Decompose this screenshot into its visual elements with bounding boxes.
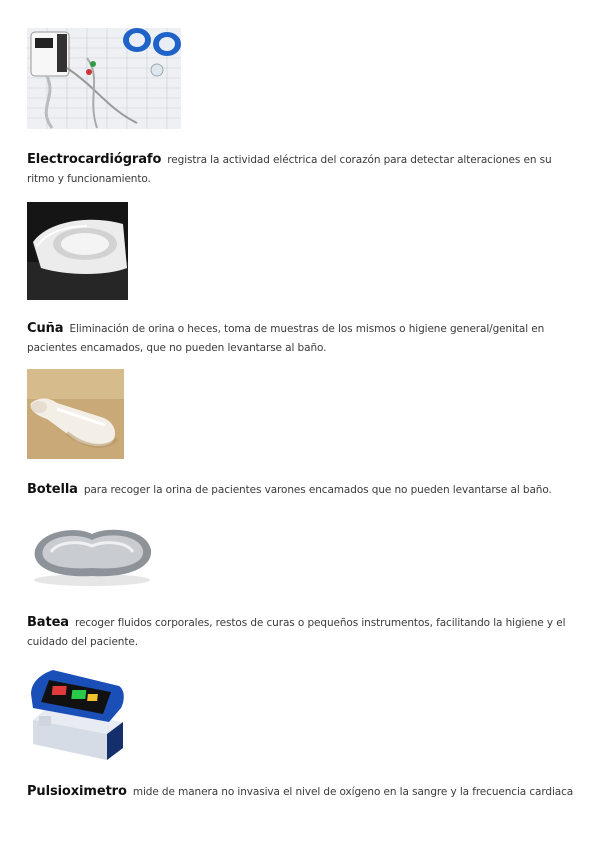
term-electrocardiografo: Electrocardiógrafo xyxy=(27,152,162,167)
entry-batea xyxy=(27,613,575,652)
description-batea: recoger fluidos corporales, restos de curas o pequeños instrumentos, facilitando la higiene y el cuidado del paciente. xyxy=(27,617,566,648)
term-botella: Botella xyxy=(27,482,78,497)
pulse-oximeter-image xyxy=(27,664,126,763)
urinal-bottle-image xyxy=(27,369,124,459)
description-botella: para recoger la orina de pacientes varones encamados que no pueden levantarse al baño. xyxy=(83,484,552,496)
electrocardiograph-image xyxy=(27,28,181,129)
term-pulsioximetro: Pulsioximetro xyxy=(27,784,127,799)
entry-pulsioximetro xyxy=(27,782,575,802)
description-pulsioximetro: mide de manera no invasiva el nivel de oxígeno en la sangre y la frecuencia cardiaca xyxy=(132,786,574,798)
term-batea: Batea xyxy=(27,615,69,630)
kidney-dish-image xyxy=(27,520,157,588)
bedpan-image xyxy=(27,202,128,300)
entry-cuna xyxy=(27,319,575,358)
entry-botella xyxy=(27,480,575,500)
entry-electrocardiografo xyxy=(27,150,575,189)
term-cuna: Cuña xyxy=(27,321,64,336)
description-cuna: Eliminación de orina o heces, toma de muestras de los mismos o higiene general/genital en pacientes encamados, que no pueden levantarse al baño. xyxy=(27,323,545,354)
description-electrocardiografo: registra la actividad eléctrica del corazón para detectar alteraciones en su ritmo y funcionamiento. xyxy=(27,154,552,185)
